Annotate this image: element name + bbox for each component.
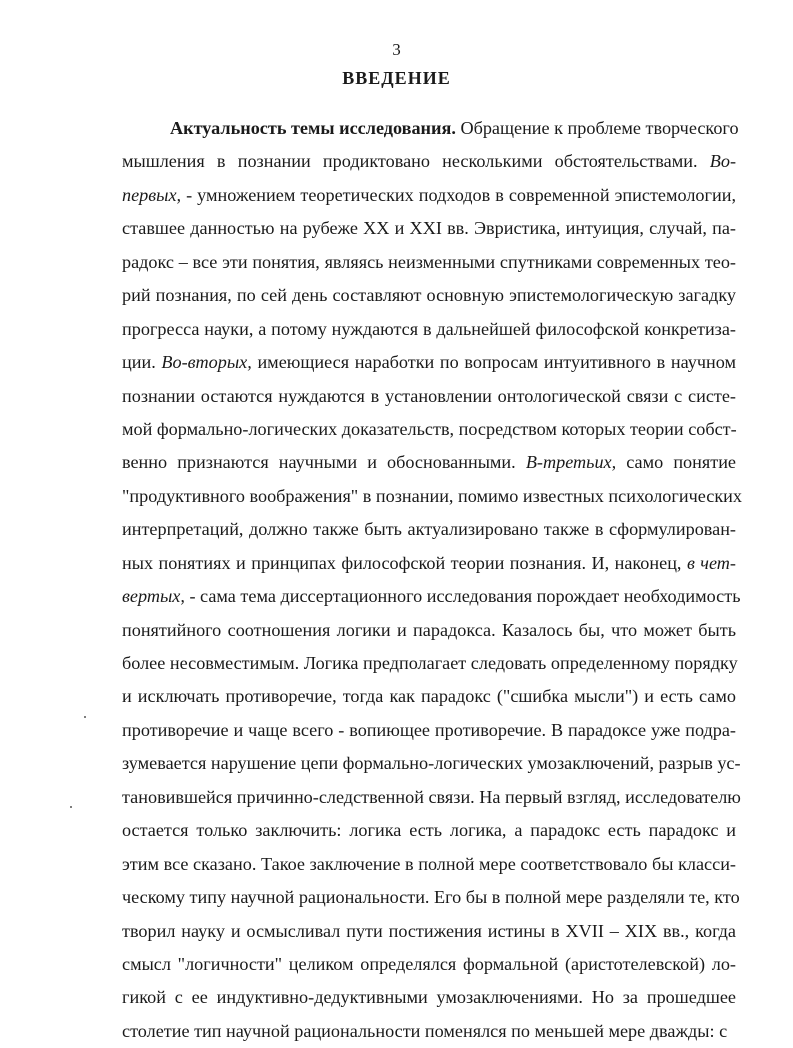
text-line <box>122 981 736 1014</box>
text-run: остается только заключить: логика есть логика, а парадокс есть парадокс и <box>122 820 736 841</box>
italic-run: первых, <box>122 184 182 205</box>
italic-run: вертых, <box>122 586 185 607</box>
text-run: этим все сказано. Такое заключение в полной мере соответствовало бы класси- <box>122 853 736 874</box>
text-line <box>122 145 736 178</box>
text-line <box>122 915 736 948</box>
text-run: Обращение к проблеме творческого <box>455 118 739 138</box>
text-run: ческому типу научной рациональности. Его бы в полной мере разделяли те, кто <box>122 887 740 908</box>
text-line <box>122 747 741 780</box>
text-run: рий познания, по сей день составляют основную эпистемологическую загадку <box>122 285 736 306</box>
italic-run: в чет- <box>686 552 736 573</box>
scan-speck <box>84 716 86 718</box>
text-line <box>122 480 742 513</box>
text-run: ставшее данностью на рубеже XX и XXI вв. Эвристика, интуиция, случай, па- <box>122 218 736 239</box>
section-heading: ВВЕДЕНИЕ <box>342 68 451 88</box>
text-line <box>122 547 736 580</box>
text-line <box>122 212 736 245</box>
page-number: 3 <box>392 40 401 59</box>
text-run: гикой с ее индуктивно-дедуктивными умозаключениями. Но за прошедшее <box>122 987 736 1008</box>
text-run: творил науку и осмысливал пути постижения истины в XVII – XIX вв., когда <box>122 920 736 941</box>
text-line <box>122 380 736 413</box>
text-line <box>122 614 736 647</box>
italic-run: В-третьих, <box>525 452 617 473</box>
text-run: имеющиеся наработки по вопросам интуитивного в научном <box>251 352 737 373</box>
text-run: само понятие <box>616 452 737 473</box>
text-line <box>122 580 741 613</box>
text-line <box>122 513 736 546</box>
text-line <box>122 647 736 680</box>
text-line <box>122 313 736 346</box>
text-line <box>122 179 736 212</box>
text-run: ных понятиях и принципах философской теории познания. И, наконец, <box>122 552 687 573</box>
text-line <box>122 246 736 279</box>
text-line <box>122 881 740 914</box>
text-run: смысл "логичности" целиком определялся формальной (аристотелевской) ло- <box>122 953 736 974</box>
italic-run: Во- <box>709 151 736 172</box>
italic-run: Во-вторых, <box>161 352 252 373</box>
text-line <box>122 346 736 379</box>
text-run: зумевается нарушение цепи формально-логических умозаключений, разрыв ус- <box>122 753 741 774</box>
text-line <box>122 848 736 881</box>
text-line <box>122 814 736 847</box>
text-line <box>122 714 736 747</box>
text-line <box>122 1015 736 1048</box>
text-run: радокс – все эти понятия, являясь неизменными спутниками современных тео- <box>122 251 736 272</box>
bold-run: Актуальность темы исследования. <box>170 118 456 138</box>
text-run: ции. <box>122 352 162 373</box>
text-run: понятийного соотношения логики и парадокса. Казалось бы, что может быть <box>122 619 736 640</box>
text-line <box>122 948 736 981</box>
text-run: мой формально-логических доказательств, посредством которых теории собст- <box>122 418 737 439</box>
text-run: - умножением теоретических подходов в современной эпистемологии, <box>181 184 736 205</box>
text-line <box>122 781 741 814</box>
text-run: более несовместимым. Логика предполагает следовать определенному порядку <box>122 653 738 673</box>
text-run: интерпретаций, должно также быть актуализировано также в сформулирован- <box>122 519 736 540</box>
scan-speck <box>70 806 72 808</box>
text-line <box>122 680 736 713</box>
text-run: тановившейся причинно-следственной связи. На первый взгляд, исследователю <box>122 786 741 807</box>
text-run: прогресса науки, а потому нуждаются в дальнейшей философской конкретиза- <box>122 318 736 339</box>
text-run: столетие тип научной рациональности поменялся по меньшей мере дважды: с <box>122 1020 728 1041</box>
text-run: мышления в познании продиктовано несколькими обстоятельствами. <box>122 151 710 172</box>
body-text <box>122 112 742 1048</box>
text-run: - сама тема диссертационного исследования порождает необходимость <box>184 586 741 607</box>
text-run: противоречие и чаще всего - вопиющее противоречие. В парадоксе уже подра- <box>122 719 736 740</box>
text-run: "продуктивного воображения" в познании, помимо известных психологических <box>122 485 742 506</box>
text-line <box>122 112 739 145</box>
text-run: познании остаются нуждаются в установлении онтологической связи с систе- <box>122 385 736 406</box>
text-line <box>122 279 736 312</box>
text-run: и исключать противоречие, тогда как парадокс ("сшибка мысли") и есть само <box>122 686 736 707</box>
text-line <box>122 446 736 479</box>
text-run: венно признаются научными и обоснованными. <box>122 452 526 473</box>
text-line <box>122 413 736 446</box>
